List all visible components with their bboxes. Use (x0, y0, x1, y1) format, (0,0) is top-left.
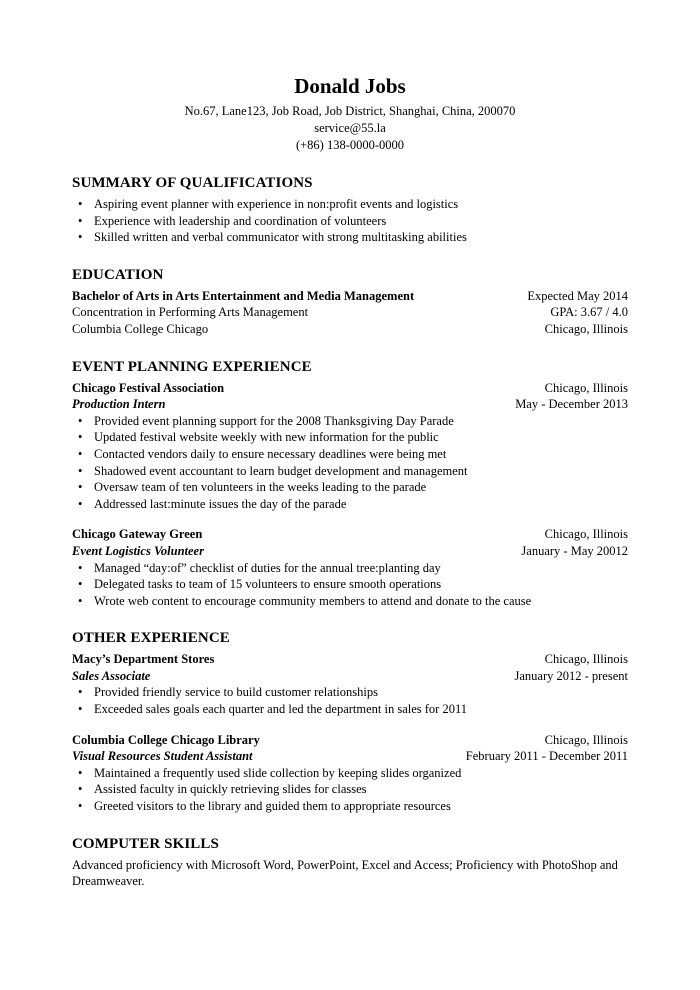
phone: (+86) 138-0000-0000 (295, 138, 405, 152)
list-item: • Wrote web content to encourage community members to attend and donate to the cause (94, 593, 628, 610)
address: No.67, Lane123, Job Road, Job District, Shanghai, China, 200070 (184, 104, 516, 118)
duties-list (72, 560, 628, 610)
organization: Macy’s Department Stores (72, 652, 215, 667)
location: Chicago, Illinois (544, 527, 628, 542)
school: Columbia College Chicago (72, 321, 209, 336)
entry-role-row (72, 748, 628, 765)
entry-role-row (72, 396, 628, 413)
duties-list (72, 684, 628, 717)
list-item: • Provided friendly service to build customer relationships (94, 684, 628, 701)
gpa: GPA: 3.67 / 4.0 (550, 305, 628, 320)
entry-header (72, 651, 628, 668)
email: service@55.la (314, 121, 386, 135)
summary-list (72, 196, 628, 246)
list-item: • Shadowed event accountant to learn budget development and management (94, 463, 628, 480)
dates: January - May 20012 (521, 543, 628, 558)
location: Chicago, Illinois (544, 732, 628, 747)
list-item: • Maintained a frequently used slide collection by keeping slides organized (94, 765, 628, 782)
list-item: • Contacted vendors daily to ensure necessary deadlines were being met (94, 446, 628, 463)
duties-list (72, 765, 628, 815)
list-item: • Delegated tasks to team of 15 volunteers to ensure smooth operations (94, 576, 628, 593)
role: Sales Associate (72, 668, 151, 683)
list-item: • Skilled written and verbal communicator with strong multitasking abilities (94, 229, 628, 246)
summary-title: SUMMARY OF QUALIFICATIONS (72, 175, 313, 191)
entry-header (72, 732, 628, 749)
entry-role-row (72, 668, 628, 685)
other-experience-title: OTHER EXPERIENCE (72, 630, 230, 647)
education-row (72, 288, 628, 305)
dates: February 2011 - December 2011 (465, 749, 628, 764)
experience-entry (72, 732, 628, 815)
list-item: • Greeted visitors to the library and guided them to appropriate resources (94, 798, 628, 815)
entry-role-row (72, 543, 628, 560)
experience-entry (72, 526, 628, 609)
school-location: Chicago, Illinois (544, 321, 628, 336)
list-item: • Aspiring event planner with experience in non:profit events and logistics (94, 196, 628, 213)
computer-skills-title: COMPUTER SKILLS (72, 835, 219, 852)
role: Event Logistics Volunteer (72, 543, 204, 558)
list-item: • Updated festival website weekly with new information for the public (94, 429, 628, 446)
degree-date: Expected May 2014 (527, 288, 628, 303)
organization: Chicago Gateway Green (72, 527, 203, 542)
other-experience-section (72, 629, 628, 814)
organization: Chicago Festival Association (72, 380, 225, 395)
education-row (72, 321, 628, 338)
list-item: • Addressed last:minute issues the day of the parade (94, 496, 628, 513)
resume-content (72, 74, 628, 890)
organization: Columbia College Chicago Library (72, 732, 260, 747)
entry-header (72, 526, 628, 543)
list-item: • Managed “day:of” checklist of duties for the annual tree:planting day (94, 560, 628, 577)
list-item: • Assisted faculty in quickly retrieving slides for classes (94, 781, 628, 798)
dates: January 2012 - present (514, 668, 628, 683)
summary-section (72, 174, 628, 246)
list-item: • Provided event planning support for the 2008 Thanksgiving Day Parade (94, 413, 628, 430)
computer-skills-section (72, 835, 628, 890)
computer-skills-text: Advanced proficiency with Microsoft Word, PowerPoint, Excel and Access; Proficiency with PhotoShop and Dreamweaver. (72, 857, 618, 889)
list-item: • Oversaw team of ten volunteers in the weeks leading to the parade (94, 479, 628, 496)
candidate-name: Donald Jobs (294, 74, 406, 98)
role: Visual Resources Student Assistant (72, 749, 253, 764)
event-experience-section (72, 358, 628, 610)
duties-list (72, 413, 628, 513)
role: Production Intern (72, 397, 166, 412)
education-title: EDUCATION (72, 266, 164, 283)
list-item: • Experience with leadership and coordination of volunteers (94, 213, 628, 230)
experience-entry (72, 651, 628, 717)
education-row (72, 304, 628, 321)
education-section (72, 266, 628, 338)
list-item: • Exceeded sales goals each quarter and led the department in sales for 2011 (94, 701, 628, 718)
experience-entry (72, 380, 628, 513)
location: Chicago, Illinois (544, 652, 628, 667)
location: Chicago, Illinois (544, 380, 628, 395)
dates: May - December 2013 (515, 397, 628, 412)
degree: Bachelor of Arts in Arts Entertainment and Media Management (72, 288, 415, 303)
concentration: Concentration in Performing Arts Management (72, 305, 309, 320)
entry-header (72, 380, 628, 397)
event-experience-title: EVENT PLANNING EXPERIENCE (72, 358, 312, 375)
